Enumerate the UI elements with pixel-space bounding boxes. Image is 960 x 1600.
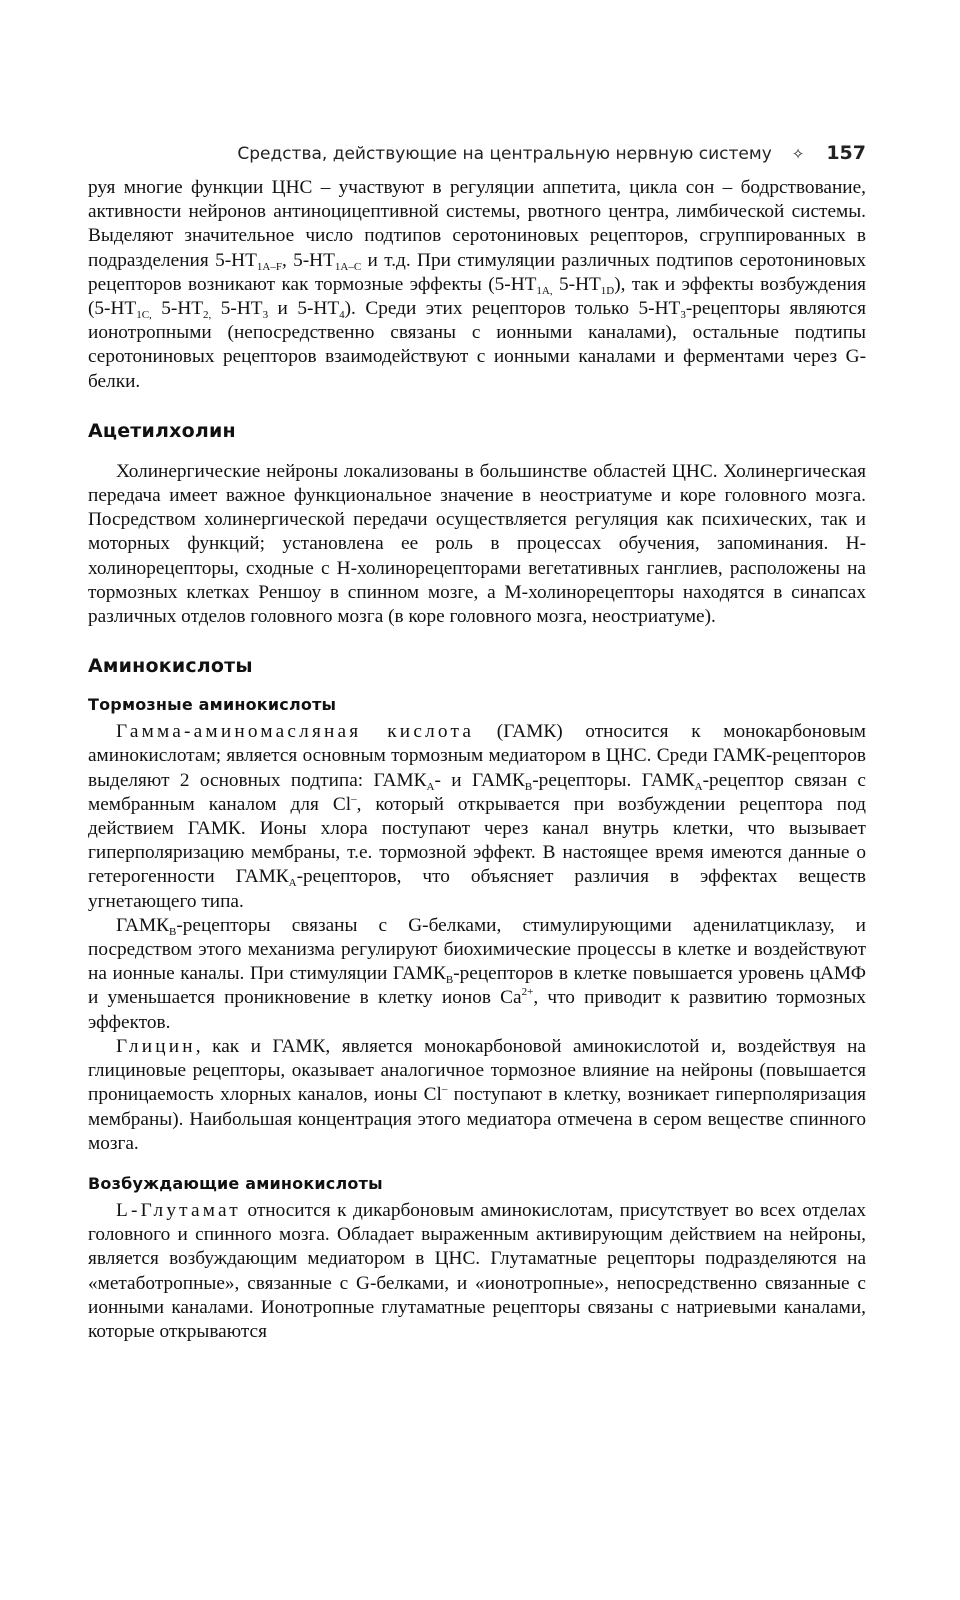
glutamate-paragraph: L-Глутамат относится к дикарбоновым аминокислотам, присутствует во всех отделах головного и спинного мозга. Обладает выраженным активирующим действием на нейроны, является возбуждающим медиатором в ЦНС. Глутаматные рецепторы подразделяются на «метаботропные», связанные с G-белками, и «ионотропные», непосредственно связанные с ионными каналами. Ионотропные глутаматные рецепторы связаны с натриевыми каналами, которые открываются — [88, 1199, 866, 1342]
glutamate-term: L-Глутамат — [116, 1199, 241, 1221]
inhibitory-amino-acids-heading: Тормозные аминокислоты — [88, 695, 337, 715]
running-header — [88, 142, 866, 176]
glycine-term: Глицин — [116, 1035, 196, 1057]
gaba-b-paragraph: $ГАМК_B$-рецепторы связаны с G-белками, стимулирующими аденилатциклазу, и посредством этого механизма регулируют биохимические процессы в клетке и воздействуют на ионные каналы. При стимуляции $ГАМК_B$-рецепторов в клетке повышается уровень цАМФ и уменьшается проникновение в клетку ионов $Ca^{2+}$, что приводит к развитию тормозных эффектов. — [88, 914, 867, 1033]
page-number: 157 — [826, 142, 866, 164]
acetylcholine-paragraph: Холинергические нейроны локализованы в большинстве областей ЦНС. Холинергическая передача имеет важное функциональное значение в неостриатуме и коре головного мозга. Посредством холинергической передачи осуществляется регуляция как психических, так и моторных функций; установлена ее роль в процессах обучения, запоминания. Н-холинорецепторы, сходные с Н-холинорецепторами вегетативных ганглиев, расположены на тормозных клетках Реншоу в спинном мозге, а М-холинорецепторы находятся в синапсах различных отделов головного мозга (в коре головного мозга, неостриатуме). — [88, 460, 866, 628]
book-page — [88, 142, 866, 1344]
gaba-paragraph: Гамма-аминомасляная кислота (ГАМК) относится к монокарбоновым аминокислотам; является основным тормозным медиатором в ЦНС. Среди ГАМК-рецепторов выделяют 2 основных подтипа: $ГАМК_A-$ и $ГАМК_B$-рецепторы. $ГАМК_A$-рецептор связан с мембранным каналом для Cl–, который открывается при возбуждении рецептора под действием ГАМК. Ионы хлора поступают через канал внутрь клетки, что вызывает гиперполяризацию мембраны, т.е. тормозной эффект. В настоящее время имеются данные о гетерогенности $ГАМК_A$-рецепторов, что объясняет различия в эффектах веществ угнетающего типа. — [88, 721, 866, 912]
running-title: Средства, действующие на центральную нервную систему — [237, 144, 772, 164]
excitatory-amino-acids-heading: Возбуждающие аминокислоты — [88, 1173, 383, 1193]
amino-acids-heading: Аминокислоты — [88, 655, 253, 678]
glycine-paragraph: Глицин, как и ГАМК, является монокарбоновой аминокислотой и, воздействуя на глициновые рецепторы, оказывает аналогичное тормозное влияние на нейроны (повышается проницаемость хлорных каналов, ионы Cl– поступают в клетку, возникает гиперполяризация мембраны). Наибольшая концентрация этого медиатора отмечена в сером веществе спинного мозга. — [88, 1035, 866, 1154]
gaba-term: Гамма-аминомасляная кислота — [116, 721, 475, 743]
serotonin-paragraph: руя многие функции ЦНС – участвуют в регуляции аппетита, цикла сон – бодрствование, активности нейронов антиноцицептивной системы, рвотного центра, лимбической системы. Выделяют значительное число подтипов серотониновых рецепторов, сгруппированных в подразделения $5-HT_{1A-F}$, $5-HT_{1A-C}$ и т.д. При стимуляции различных подтипов серотониновых рецепторов возникают как тормозные эффекты ($5-HT_{1A,}$ $5-HT_{1D}$), так и эффекты возбуждения ($5-HT_{1C,}$ $5-HT_{2,}$ $5-HT_3$ и $5-HT_4$). Среди этих рецепторов только $5-HT_3$-рецепторы являются ионотропными (непосредственно связаны с ионными каналами), остальные подтипы серотониновых рецепторов взаимодействуют с ионными каналами и ферментами через G-белки. — [88, 177, 866, 392]
diamond-ornament-icon: ✧ — [791, 145, 805, 163]
acetylcholine-heading: Ацетилхолин — [88, 419, 236, 442]
